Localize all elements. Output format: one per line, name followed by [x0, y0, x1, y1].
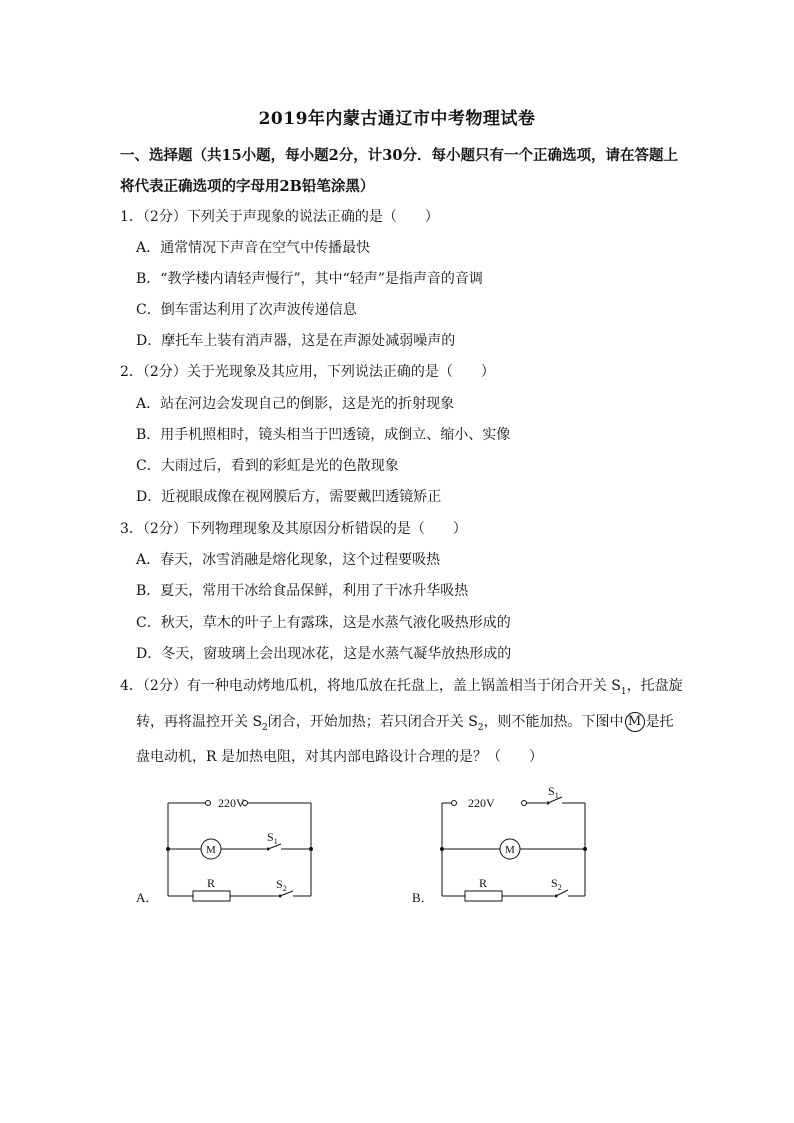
question-2-stem: 2．（2分）关于光现象及其应用，下列说法正确的是（ ） [120, 364, 495, 380]
circuit-a-resistor-label: R [207, 876, 216, 890]
circuit-a-motor-label: M [206, 844, 216, 856]
question-4-line-2: 转，再将温控开关 $S_2$闭合，开始加热；若只闭合开关 $S_2$，则不能加热。下图中 M 是托 [136, 714, 674, 733]
circuit-a-junction-left [166, 847, 170, 851]
question-2-option-d: D．近视眼成像在视网膜后方，需要戴凹透镜矫正 [136, 489, 442, 505]
circuit-b-option-label: B． [412, 890, 434, 905]
circuit-b-junction-right [583, 847, 587, 851]
circuit-a-s2-pivot [279, 895, 282, 898]
circuit-b-s1-pivot [547, 802, 550, 805]
question-1-option-a: A．通常情况下声音在空气中传播最快 [136, 240, 371, 256]
page-title: 2019年内蒙古通辽市中考物理试卷 [258, 109, 536, 129]
circuit-a-wires [168, 801, 311, 902]
circuit-b-voltage-label: 220V [468, 796, 495, 810]
circuit-a-junction-right [309, 847, 313, 851]
circuit-a-s1-label: $S_1$ [267, 830, 278, 846]
question-1-option-d: D．摩托车上装有消声器，这是在声源处减弱噪声的 [136, 333, 456, 349]
section-heading-line-2: 将代表正确选项的字母用2B铅笔涂黑） [120, 178, 375, 195]
circuit-b-s2-label: $S_2$ [551, 876, 562, 892]
circuit-b-motor-label: M [505, 844, 515, 856]
question-3-option-a: A．春天，冰雪消融是熔化现象，这个过程要吸热 [136, 552, 441, 568]
question-1-stem: 1．（2分）下列关于声现象的说法正确的是（ ） [120, 209, 439, 225]
question-3-stem: 3．（2分）下列物理现象及其原因分析错误的是（ ） [120, 521, 467, 537]
circuit-b-s1-label: $S_1$ [548, 786, 559, 800]
question-4-line-1: 4．（2分）有一种电动烤地瓜机，将地瓜放在托盘上，盖上锅盖相当于闭合开关 $S_1$，托盘旋 [120, 678, 683, 697]
section-heading-line-1: 一、选择题（共15小题，每小题2分，计30分．每小题只有一个正确选项，请在答题上 [120, 147, 678, 164]
section-heading [120, 140, 685, 202]
question-3-option-b: B．夏天，常用干冰给食品保鲜，利用了干冰升华吸热 [136, 583, 469, 599]
question-1-option-c: C．倒车雷达利用了次声波传递信息 [136, 302, 357, 318]
question-3-option-d: D．冬天，窗玻璃上会出现冰花，这是水蒸气凝华放热形成的 [136, 646, 512, 662]
circuit-b-s2-pivot [555, 895, 558, 898]
circuit-b-junction-left [440, 847, 444, 851]
circuit-a-s2-label: $S_2$ [276, 877, 287, 893]
question-2-option-c: C．大雨过后，看到的彩虹是光的色散现象 [136, 458, 399, 474]
question-2-option-a: A．站在河边会发现自己的倒影，这是光的折射现象 [136, 396, 455, 412]
circuit-b-resistor-label: R [479, 876, 488, 890]
motor-symbol-icon: M [625, 712, 645, 732]
circuit-diagram-a [130, 790, 330, 910]
circuit-a-s1-pivot [267, 848, 270, 851]
question-2-option-b: B．用手机照相时，镜头相当于凹透镜，成倒立、缩小、实像 [136, 427, 511, 443]
question-1-option-b: B．“教学楼内请轻声慢行”，其中“轻声”是指声音的音调 [136, 271, 483, 287]
circuit-a-voltage-label: 220V [218, 796, 245, 810]
circuit-a-option-label: A． [136, 890, 159, 905]
circuit-diagram-b [404, 786, 604, 910]
question-3-option-c: C．秋天，草木的叶子上有露珠，这是水蒸气液化吸热形成的 [136, 615, 511, 631]
question-4-line-3: 盘电动机，R 是加热电阻，对其内部电路设计合理的是？（ ） [136, 749, 543, 765]
